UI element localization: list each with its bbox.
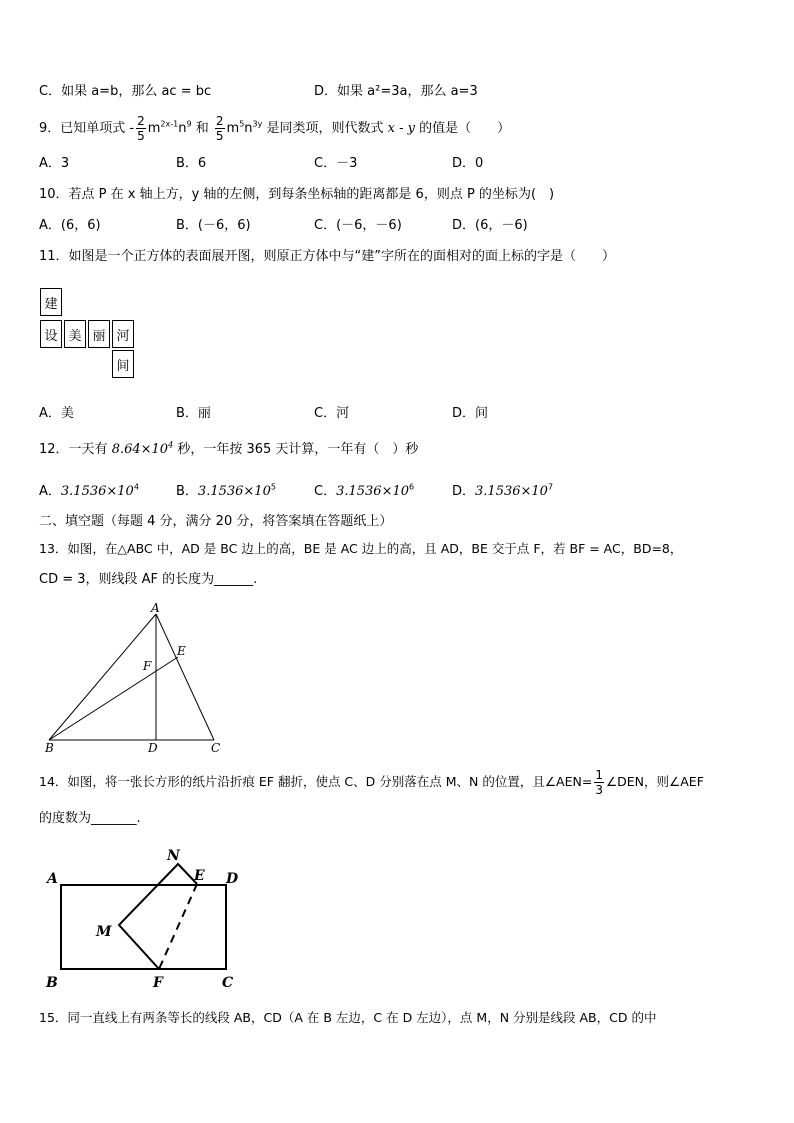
q11-stem: 11．如图是一个正方体的表面展开图，则原正方体中与“建”字所在的面相对的面上标的字是（ ） <box>39 249 616 264</box>
label-e: E <box>177 644 186 658</box>
q12-c-base: 3.1536×10 <box>336 484 409 499</box>
q9-n1-exp: 9 <box>186 119 192 129</box>
q12-value-exp: 4 <box>168 440 174 450</box>
label-b2: B <box>46 975 58 991</box>
q11-option-c: C．河 <box>314 406 350 421</box>
q9-m1-exp: 2x-1 <box>160 119 179 129</box>
net-cell-jian2: 间 <box>112 350 134 378</box>
q10-option-c: C．(－6，－6) <box>314 218 402 233</box>
label-d: D <box>148 741 158 755</box>
q9-frac1-den: 5 <box>137 129 145 143</box>
q10-stem: 10．若点 P 在 x 轴上方，y 轴的左侧，到每条坐标轴的距离都是 6，则点 P 的坐标为( ) <box>39 187 555 202</box>
q8-option-c: C．如果 a=b，那么 ac = bc <box>39 84 212 99</box>
q12-c-label: C． <box>314 484 337 499</box>
q9-m2-exp: 5 <box>239 119 245 129</box>
q9-prefix: 9．已知单项式 - <box>39 121 135 136</box>
q13-line-1: 13．如图，在△ABC 中，AD 是 BC 边上的高，BE 是 AC 边上的高，且 AD，BE 交于点 F，若 BF = AC，BD=8， <box>39 541 683 556</box>
folded-edge-fmne <box>119 864 197 969</box>
q12-d-base: 3.1536×10 <box>475 484 548 499</box>
q8-option-d: D．如果 a²=3a，那么 a=3 <box>314 84 478 99</box>
rectangle-abcd <box>61 885 226 969</box>
q12-b-label: B． <box>176 484 198 499</box>
q14-line-1 <box>39 766 704 798</box>
q9-expr: x - y <box>387 121 415 136</box>
q11-option-a: A．美 <box>39 406 74 421</box>
label-f: F <box>143 659 152 673</box>
q12-a-label: A． <box>39 484 61 499</box>
q12-b-base: 3.1536×10 <box>197 484 271 499</box>
q9-frac1-num: 2 <box>137 114 145 128</box>
net-cell-he: 河 <box>112 320 134 348</box>
q9-stem: 9．已知单项式 - $\frac{2}{5}$ $m^{2x-1}n^9$ 和 $\frac{2}{5}$ $m^5n^{3y}$ 是同类项，则代数式 x - y 的值是（ ） <box>39 114 511 143</box>
altitude-be <box>49 657 178 740</box>
label-m: M <box>96 924 112 940</box>
q10-option-a: A．(6，6) <box>39 218 101 233</box>
q12-stem-b: 秒，一年按 365 天计算，一年有（ ）秒 <box>177 442 419 457</box>
q9-tail: 的值是（ ） <box>419 121 511 136</box>
label-c2: C <box>222 975 234 991</box>
q9-option-b: B．6 <box>176 156 207 171</box>
label-n: N <box>167 848 180 864</box>
label-a: A <box>151 601 160 615</box>
q13-line-2: CD = 3，则线段 AF 的长度为______. <box>39 572 258 587</box>
q14-frac-num: 1 <box>595 768 603 782</box>
q11-option-b: B．丽 <box>176 406 211 421</box>
label-a2: A <box>47 871 58 887</box>
q9-suffix: 是同类项，则代数式 <box>266 121 384 136</box>
label-c: C <box>211 741 221 755</box>
q12-d-exp: 7 <box>547 482 554 492</box>
q12-d-label: D． <box>452 484 476 499</box>
q12-c-exp: 6 <box>409 482 415 492</box>
label-f2: F <box>153 975 163 991</box>
q9-option-c: C．－3 <box>314 156 358 171</box>
side-ac <box>156 614 214 740</box>
q15-line-1: 15．同一直线上有两条等长的线段 AB，CD（A 在 B 左边，C 在 D 左边），点 M，N 分别是线段 AB，CD 的中 <box>39 1010 657 1025</box>
q14-line1-a: 14．如图，将一张长方形的纸片沿折痕 EF 翻折，使点 C、D 分别落在点 M、N 的位置，且∠AEN= <box>39 774 593 789</box>
q10-option-b: B．(－6，6) <box>176 218 251 233</box>
q9-mid: 和 <box>195 121 209 136</box>
net-cell-jian: 建 <box>40 288 62 316</box>
label-b: B <box>45 741 54 755</box>
q12-stem-a: 12．一天有 <box>39 442 108 457</box>
q9-frac2-num: 2 <box>215 114 224 128</box>
fold-line-ef <box>159 884 197 969</box>
q12-a-base: 3.1536×10 <box>60 484 134 499</box>
net-cell-li: 丽 <box>88 320 110 348</box>
label-d2: D <box>226 871 239 887</box>
net-cell-she: 设 <box>40 320 62 348</box>
q10-option-d: D．(6，－6) <box>452 218 528 233</box>
label-e2: E <box>194 868 205 884</box>
q13-triangle-figure <box>49 614 214 740</box>
net-cell-mei: 美 <box>64 320 86 348</box>
q12-a-exp: 4 <box>133 482 139 492</box>
q11-option-d: D．间 <box>452 406 489 421</box>
q14-frac-den: 3 <box>595 783 603 797</box>
side-ab <box>49 614 156 740</box>
q12-b-exp: 5 <box>270 482 276 492</box>
q9-option-a: A．3 <box>39 156 70 171</box>
q14-line1-b: ∠DEN，则∠AEF <box>605 774 704 789</box>
q9-option-d: D．0 <box>452 156 484 171</box>
q14-fraction <box>594 768 604 797</box>
section-2-heading: 二、填空题（每题 4 分，满分 20 分，将答案填在答题纸上） <box>39 514 393 529</box>
q9-n2-exp: 3y <box>252 119 263 129</box>
q12-value-base: 8.64×10 <box>111 442 169 457</box>
q14-line-2: 的度数为_______. <box>39 811 141 826</box>
q9-frac2-den: 5 <box>215 129 224 143</box>
